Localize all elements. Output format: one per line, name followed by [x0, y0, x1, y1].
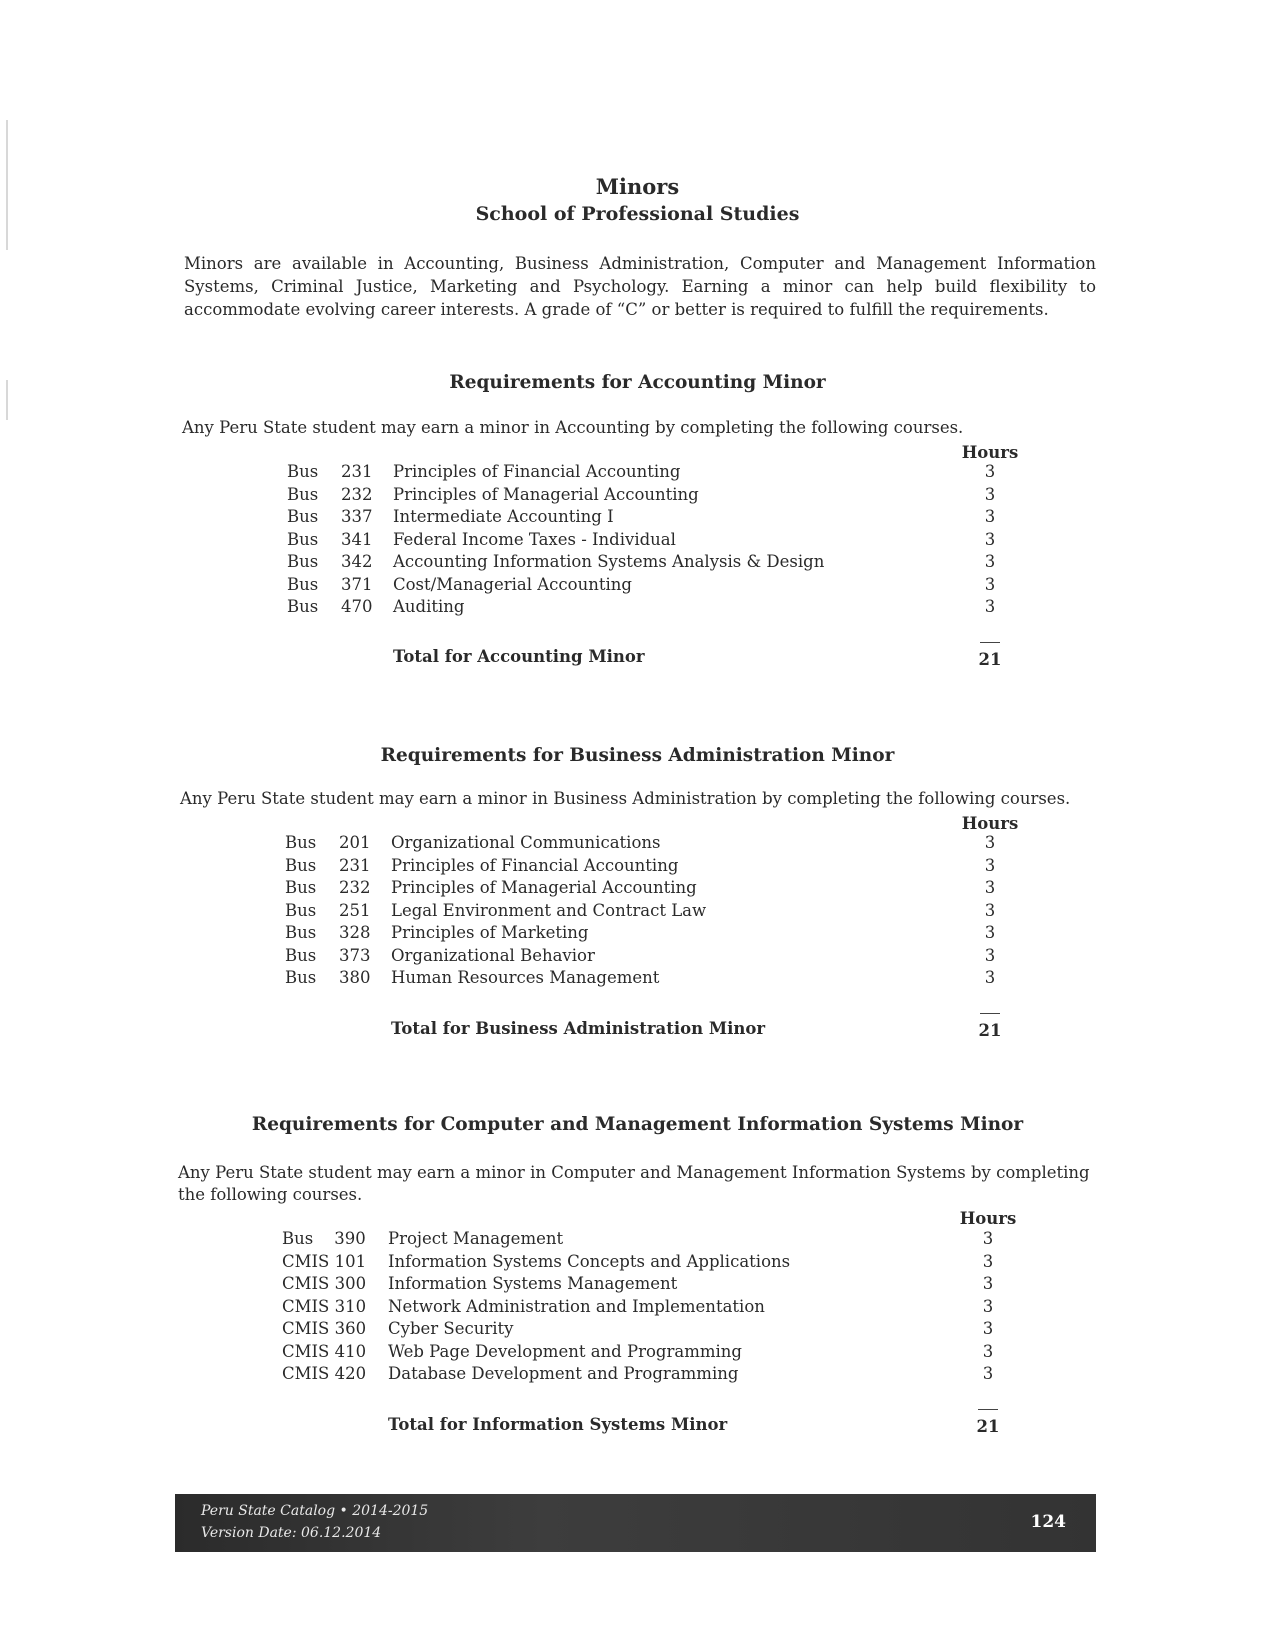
footer-catalog: Peru State Catalog • 2014-2015 — [201, 1503, 429, 1519]
course-title: Federal Income Taxes - Individual — [393, 529, 676, 549]
section-intro: Any Peru State student may earn a minor in Computer and Management Information Systems by completing the following courses. — [178, 1163, 1090, 1204]
total-rule — [980, 642, 1000, 643]
table-row — [287, 484, 1007, 507]
table-row — [282, 1296, 1002, 1319]
course-dept: Bus — [285, 968, 317, 987]
table-row — [285, 922, 1005, 945]
course-dept: Bus — [287, 507, 319, 526]
course-dept: Bus — [285, 878, 317, 897]
table-row — [287, 596, 1007, 619]
course-number: 328 — [339, 923, 371, 942]
course-code: CMIS 420 — [282, 1364, 367, 1383]
course-title: Intermediate Accounting I — [393, 507, 614, 526]
hours-column-header: Hours — [961, 814, 1019, 833]
total-hours: 21 — [978, 650, 1002, 669]
course-dept: Bus — [287, 484, 319, 504]
total-rule — [980, 1013, 1000, 1014]
footer-version-date: Version Date: 06.12.2014 — [201, 1525, 382, 1541]
hours-column-header: Hours — [961, 443, 1019, 462]
course-code: CMIS 310 — [282, 1296, 367, 1316]
course-dept: Bus — [287, 552, 319, 571]
course-hours: 3 — [984, 574, 996, 594]
course-title: Project Management — [388, 1229, 564, 1248]
course-code: CMIS 410 — [282, 1341, 367, 1361]
table-row — [282, 1318, 1002, 1341]
course-code: CMIS 101 — [282, 1251, 367, 1271]
course-title: Web Page Development and Programming — [388, 1341, 742, 1361]
section-heading: Requirements for Computer and Management Information Systems Minor — [251, 1114, 1024, 1135]
total-rule — [978, 1409, 998, 1410]
course-number: 231 — [339, 855, 371, 875]
course-hours: 3 — [982, 1251, 994, 1271]
course-title: Network Administration and Implementation — [388, 1296, 765, 1316]
course-dept: Bus — [287, 597, 319, 616]
course-title: Cost/Managerial Accounting — [393, 574, 632, 594]
course-title: Cyber Security — [388, 1319, 514, 1338]
table-row — [287, 574, 1007, 597]
course-hours: 3 — [984, 900, 996, 920]
table-row — [285, 832, 1005, 855]
course-number: 470 — [341, 597, 373, 616]
course-hours: 3 — [984, 945, 996, 965]
course-title: Organizational Behavior — [391, 945, 595, 965]
table-row — [282, 1251, 1002, 1274]
course-title: Human Resources Management — [391, 968, 660, 987]
course-title: Principles of Financial Accounting — [393, 462, 681, 481]
course-title: Principles of Marketing — [391, 923, 589, 942]
course-hours: 3 — [982, 1319, 994, 1338]
course-code: CMIS 360 — [282, 1319, 367, 1338]
course-hours: 3 — [984, 484, 996, 504]
table-row — [285, 900, 1005, 923]
course-title: Principles of Managerial Accounting — [391, 878, 697, 897]
course-hours: 3 — [984, 923, 996, 942]
table-row — [287, 551, 1007, 574]
table-row — [282, 1228, 1002, 1251]
total-label: Total for Business Administration Minor — [391, 1019, 766, 1038]
course-title: Auditing — [393, 597, 465, 616]
table-row — [287, 461, 1007, 484]
table-row — [282, 1273, 1002, 1296]
section-heading: Requirements for Accounting Minor — [449, 372, 826, 393]
page-number: 124 — [1030, 1512, 1066, 1532]
course-dept: Bus — [285, 923, 317, 942]
course-table — [287, 461, 1007, 619]
course-code: CMIS 300 — [282, 1274, 367, 1293]
course-title: Legal Environment and Contract Law — [391, 900, 707, 920]
course-title: Principles of Financial Accounting — [391, 855, 679, 875]
total-hours: 21 — [976, 1417, 1000, 1436]
course-hours: 3 — [982, 1341, 994, 1361]
course-number: 201 — [339, 833, 371, 852]
course-code: Bus 390 — [282, 1229, 366, 1248]
table-row — [287, 529, 1007, 552]
course-hours: 3 — [982, 1229, 994, 1248]
course-dept: Bus — [285, 833, 317, 852]
course-number: 371 — [341, 574, 373, 594]
table-row — [285, 945, 1005, 968]
course-hours: 3 — [984, 552, 996, 571]
course-dept: Bus — [285, 855, 317, 875]
course-title: Information Systems Concepts and Applications — [388, 1251, 791, 1271]
course-table — [282, 1228, 1002, 1386]
page-title: Minors — [595, 174, 680, 199]
course-title: Organizational Communications — [391, 833, 661, 852]
page-subtitle: School of Professional Studies — [475, 203, 800, 225]
page-footer — [175, 1494, 1096, 1552]
course-dept: Bus — [287, 529, 319, 549]
course-hours: 3 — [984, 507, 996, 526]
course-hours: 3 — [984, 878, 996, 897]
course-hours: 3 — [984, 597, 996, 616]
course-dept: Bus — [287, 574, 319, 594]
course-hours: 3 — [984, 855, 996, 875]
course-number: 251 — [339, 900, 371, 920]
course-hours: 3 — [984, 968, 996, 987]
table-row — [285, 855, 1005, 878]
course-hours: 3 — [982, 1364, 994, 1383]
course-hours: 3 — [984, 462, 996, 481]
course-table — [285, 832, 1005, 990]
table-row — [285, 877, 1005, 900]
course-number: 342 — [341, 552, 373, 571]
table-row — [282, 1363, 1002, 1386]
course-hours: 3 — [982, 1296, 994, 1316]
course-title: Principles of Managerial Accounting — [393, 484, 699, 504]
course-number: 232 — [339, 878, 371, 897]
course-dept: Bus — [285, 900, 317, 920]
section-intro: Any Peru State student may earn a minor in Business Administration by completing the following courses. — [180, 789, 1071, 808]
course-hours: 3 — [982, 1274, 994, 1293]
course-hours: 3 — [984, 833, 996, 852]
total-hours: 21 — [978, 1021, 1002, 1040]
course-number: 341 — [341, 529, 373, 549]
table-row — [282, 1341, 1002, 1364]
course-number: 373 — [339, 945, 371, 965]
total-label: Total for Accounting Minor — [393, 647, 645, 666]
section-intro: Any Peru State student may earn a minor in Accounting by completing the following courses. — [182, 418, 964, 437]
course-dept: Bus — [287, 462, 319, 481]
hours-column-header: Hours — [959, 1209, 1017, 1228]
course-title: Information Systems Management — [388, 1274, 678, 1293]
table-row — [285, 967, 1005, 990]
course-title: Database Development and Programming — [388, 1364, 739, 1383]
course-hours: 3 — [984, 529, 996, 549]
total-label: Total for Information Systems Minor — [388, 1415, 728, 1434]
course-number: 337 — [341, 507, 373, 526]
course-number: 380 — [339, 968, 371, 987]
course-title: Accounting Information Systems Analysis & Design — [393, 552, 825, 571]
table-row — [287, 506, 1007, 529]
course-number: 231 — [341, 462, 373, 481]
section-heading: Requirements for Business Administration Minor — [380, 745, 895, 766]
course-dept: Bus — [285, 945, 317, 965]
intro-paragraph: Minors are available in Accounting, Business Administration, Computer and Management Information Systems, Criminal Justice, Marketing and Psychology. Earning a minor can help build flexibility to accommodate evolving career interests. A grade of “C” or better is required to fulfill the requirements. — [184, 254, 1096, 319]
course-number: 232 — [341, 484, 373, 504]
